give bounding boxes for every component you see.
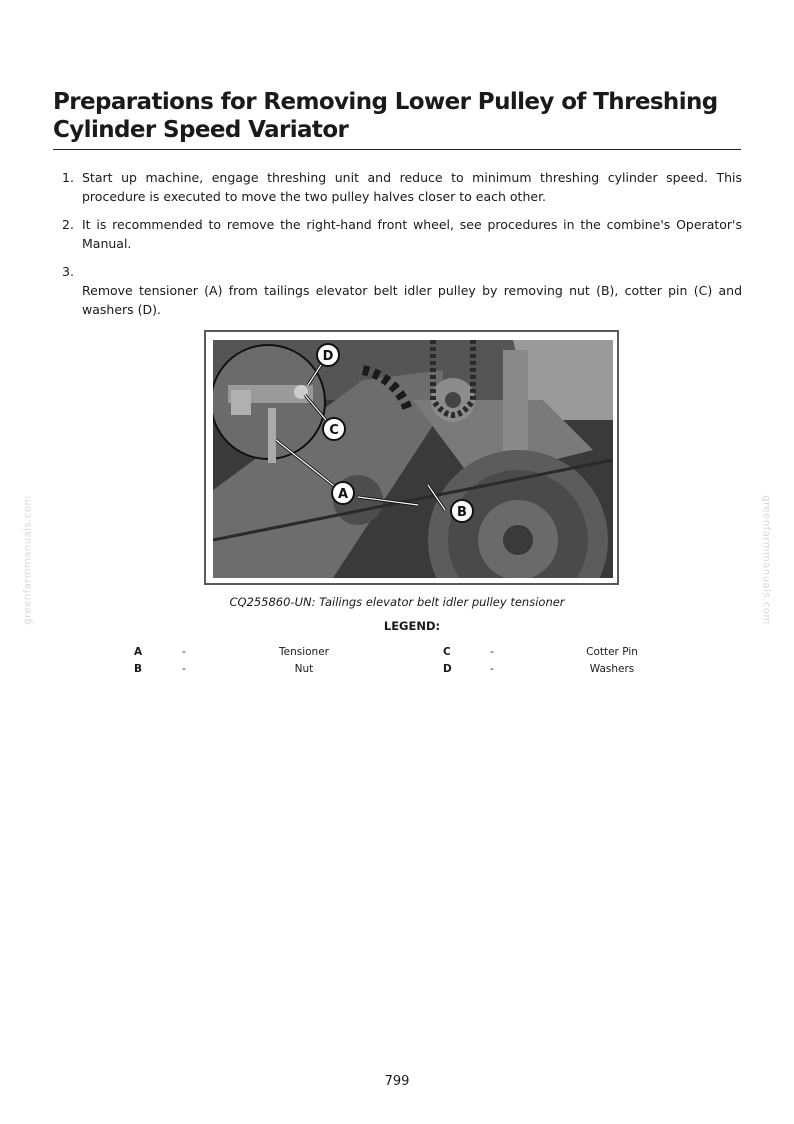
legend-dash: - <box>490 646 494 658</box>
legend-value: Tensioner <box>279 646 329 658</box>
procedure-steps <box>62 168 742 328</box>
legend-value: Nut <box>294 663 314 675</box>
callout-a-label: A <box>337 487 349 502</box>
legend-value: Washers <box>589 663 635 675</box>
page-number: 799 <box>384 1074 410 1089</box>
watermark-left: greenfarmmanuals.com <box>22 495 34 625</box>
step-text: It is recommended to remove the right-hand front wheel, see procedures in the combine's Operator's Manual. <box>82 217 742 251</box>
legend-row <box>0 646 794 663</box>
figure-frame <box>204 330 619 585</box>
callout-d-label: D <box>322 349 334 364</box>
step-text: Remove tensioner (A) from tailings elevator belt idler pulley by removing nut (B), cotter pin (C) and washers (D). <box>82 283 742 317</box>
title-divider <box>53 149 741 150</box>
legend-dash: - <box>490 663 494 675</box>
step-number: 1. <box>62 170 74 185</box>
step-number: 2. <box>62 217 74 232</box>
step-item <box>62 262 742 319</box>
legend-table <box>0 646 794 680</box>
figure-caption: CQ255860-UN: Tailings elevator belt idler pulley tensioner <box>229 595 565 609</box>
legend-dash: - <box>182 663 186 675</box>
legend-row <box>0 663 794 680</box>
legend-dash: - <box>182 646 186 658</box>
callout-c-label: C <box>329 423 339 438</box>
step-item <box>62 168 742 206</box>
legend-value: Cotter Pin <box>586 646 638 658</box>
step-item <box>62 215 742 253</box>
legend-key: D <box>443 663 452 675</box>
tensioner-photo <box>213 340 613 578</box>
callout-b-label: B <box>457 505 467 520</box>
watermark-right: greenfarmmanuals.com <box>760 495 772 625</box>
legend-title: LEGEND: <box>383 619 441 633</box>
page-title: Preparations for Removing Lower Pulley of Threshing Cylinder Speed Variator <box>53 89 718 143</box>
legend-key: C <box>443 646 451 658</box>
step-number: 3. <box>62 264 74 279</box>
legend-key: B <box>134 663 143 675</box>
step-text: Start up machine, engage threshing unit and reduce to minimum threshing cylinder speed. This procedure is executed to move the two pulley halves closer to each other. <box>82 170 742 204</box>
legend-key: A <box>134 646 143 658</box>
